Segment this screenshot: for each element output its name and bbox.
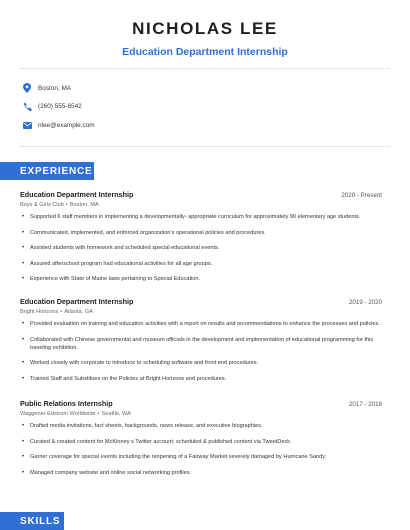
- section-heading-experience: EXPERIENCE: [0, 162, 94, 180]
- list-item: • Assured afterschool program had educational activities for all age groups.: [22, 260, 213, 267]
- job-title: Education Department Internship: [20, 190, 134, 199]
- list-item: • Provided evaluation on training and education activities with a report on results and recommendations to enhance the processes and policies.: [22, 321, 380, 327]
- job-bullets: [20, 422, 382, 477]
- job-title: Public Relations Internship: [20, 399, 113, 408]
- job-organization: Bright Horizons • Atlanta, GA: [20, 309, 93, 315]
- section-heading-skills: SKILLS: [0, 512, 64, 530]
- list-item: • Worked closely with corporate to introduce to scheduling software and front end procedures.: [22, 360, 259, 366]
- job-entry: [20, 190, 382, 291]
- contact-divider: [20, 146, 390, 147]
- header-divider: [20, 68, 390, 69]
- job-dates: 2020 - Present: [341, 192, 382, 199]
- job-entry: [20, 297, 382, 390]
- phone-icon: [22, 101, 32, 111]
- phone-text: (260) 555-6542: [38, 102, 82, 110]
- list-item: • Curated & created content for McKinney s Twitter account; scheduled & published content via TweetDeck.: [22, 438, 292, 445]
- contact-phone: [22, 98, 382, 114]
- job-bullets: [20, 320, 382, 383]
- contact-location: [22, 80, 382, 96]
- email-text: nlee@example.com: [38, 121, 95, 129]
- job-title: Education Department Internship: [20, 297, 134, 306]
- envelope-icon: [22, 120, 32, 130]
- list-item: • Trained Staff and Substitues on the Policies at Bright Horizons and procedures.: [22, 375, 227, 382]
- list-item: • Communicated, implemented, and enforced organization's operational policies and procedures.: [22, 229, 266, 236]
- list-item: • Assisted students with homework and scheduled special educational events.: [22, 245, 220, 251]
- resume-header: [0, 18, 410, 59]
- job-organization: Waggener Edstrom Worldwide • Seattle, WA: [20, 411, 131, 417]
- location-pin-icon: [22, 83, 32, 93]
- job-dates: 2019 - 2020: [348, 299, 382, 306]
- job-dates: 2017 - 2018: [348, 401, 382, 408]
- job-entry: [20, 399, 382, 484]
- list-item: • Supported 6 staff members in implementing a developmentally- appropriate curriculum for approximately 90 elementary age students.: [22, 214, 361, 220]
- list-item: • Experience with State of Maine laws pertaining to Special Education.: [22, 276, 201, 282]
- candidate-name: NICHOLAS LEE: [132, 19, 278, 38]
- contact-email: [22, 117, 382, 133]
- list-item: • Garner coverage for special events including the reopening of a Fairway Market severely damaged by Hurricane Sandy.: [22, 454, 327, 460]
- list-item: • Drafted media invitations, fact sheets, backgrounds, news release, and executive biographies.: [22, 423, 263, 429]
- list-item: • Collaborated with Chinese governmental and museum officials in the development and implementation of educational programming for this traveling exhibition.: [22, 336, 374, 351]
- location-text: Boston, MA: [38, 84, 72, 92]
- resume-subtitle: Education Department Internship: [122, 46, 288, 58]
- list-item: • Managed company website and online social networking profiles.: [22, 469, 192, 476]
- job-bullets: [20, 213, 382, 283]
- job-organization: Boys & Girls Club • Boston, MA: [20, 202, 99, 208]
